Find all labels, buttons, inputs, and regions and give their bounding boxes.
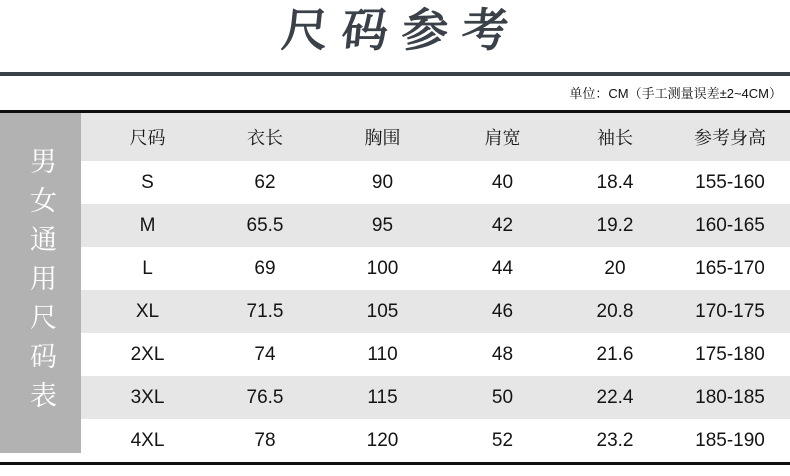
cell-height: 160-165 <box>695 214 765 236</box>
cell-shoulder: 44 <box>491 257 514 279</box>
cell-bust: 115 <box>367 386 398 408</box>
cell-shoulder: 46 <box>491 300 514 322</box>
size-chart-sidebar <box>0 113 81 453</box>
cell-sleeve: 20 <box>604 257 626 279</box>
cell-height: 175-180 <box>695 343 765 365</box>
cell-length: 69 <box>254 257 276 279</box>
cell-size: S <box>141 171 154 193</box>
cell-length: 62 <box>254 171 276 193</box>
cell-sleeve: 18.4 <box>596 171 634 193</box>
cell-size: XL <box>135 300 160 322</box>
cell-height: 155-160 <box>695 171 765 193</box>
cell-bust: 110 <box>367 343 398 365</box>
cell-sleeve: 21.6 <box>596 343 634 365</box>
size-table <box>0 110 790 465</box>
cell-length: 78 <box>254 429 276 451</box>
column-header-shoulder: 肩宽 <box>484 128 521 148</box>
table-row-3xl <box>0 376 790 419</box>
cell-shoulder: 52 <box>491 429 514 451</box>
column-header-sleeve: 袖长 <box>597 128 633 148</box>
column-header-height: 参考身高 <box>694 128 766 148</box>
cell-shoulder: 40 <box>491 171 514 193</box>
cell-sleeve: 19.2 <box>596 214 634 236</box>
sidebar-label: 男女通用尺码表 <box>26 146 56 420</box>
cell-size: 4XL <box>130 429 165 451</box>
cell-bust: 95 <box>371 214 394 236</box>
page-title: 尺码参考 <box>279 4 525 56</box>
cell-length: 74 <box>254 343 276 365</box>
cell-size: L <box>142 257 153 279</box>
table-row-s <box>0 161 790 204</box>
title-divider <box>0 72 790 76</box>
column-header-bust: 胸围 <box>364 128 401 148</box>
cell-length: 71.5 <box>246 300 284 322</box>
cell-sleeve: 20.8 <box>596 300 634 322</box>
cell-bust: 120 <box>366 429 399 451</box>
cell-shoulder: 48 <box>491 343 514 365</box>
cell-shoulder: 42 <box>491 214 514 236</box>
table-row-4xl <box>0 419 790 462</box>
cell-sleeve: 23.2 <box>596 429 634 451</box>
cell-height: 170-175 <box>695 300 765 322</box>
table-row-2xl <box>0 333 790 376</box>
unit-note: 单位：CM（手工测量误差±2~4CM） <box>569 86 782 101</box>
table-row-xl <box>0 290 790 333</box>
cell-height: 185-190 <box>695 429 765 451</box>
cell-bust: 90 <box>371 171 394 193</box>
cell-size: 3XL <box>130 386 165 408</box>
cell-bust: 105 <box>366 300 399 322</box>
column-header-size: 尺码 <box>129 128 166 148</box>
column-header-length: 衣长 <box>247 128 283 148</box>
cell-height: 180-185 <box>695 386 765 408</box>
table-row-m <box>0 204 790 247</box>
cell-sleeve: 22.4 <box>596 386 634 408</box>
cell-length: 76.5 <box>246 386 284 408</box>
table-header-row <box>0 113 790 161</box>
cell-height: 165-170 <box>695 257 765 279</box>
cell-bust: 100 <box>366 257 399 279</box>
cell-shoulder: 50 <box>491 386 514 408</box>
table-row-l <box>0 247 790 290</box>
cell-length: 65.5 <box>246 214 284 236</box>
cell-size: 2XL <box>130 343 165 365</box>
cell-size: M <box>139 214 156 236</box>
